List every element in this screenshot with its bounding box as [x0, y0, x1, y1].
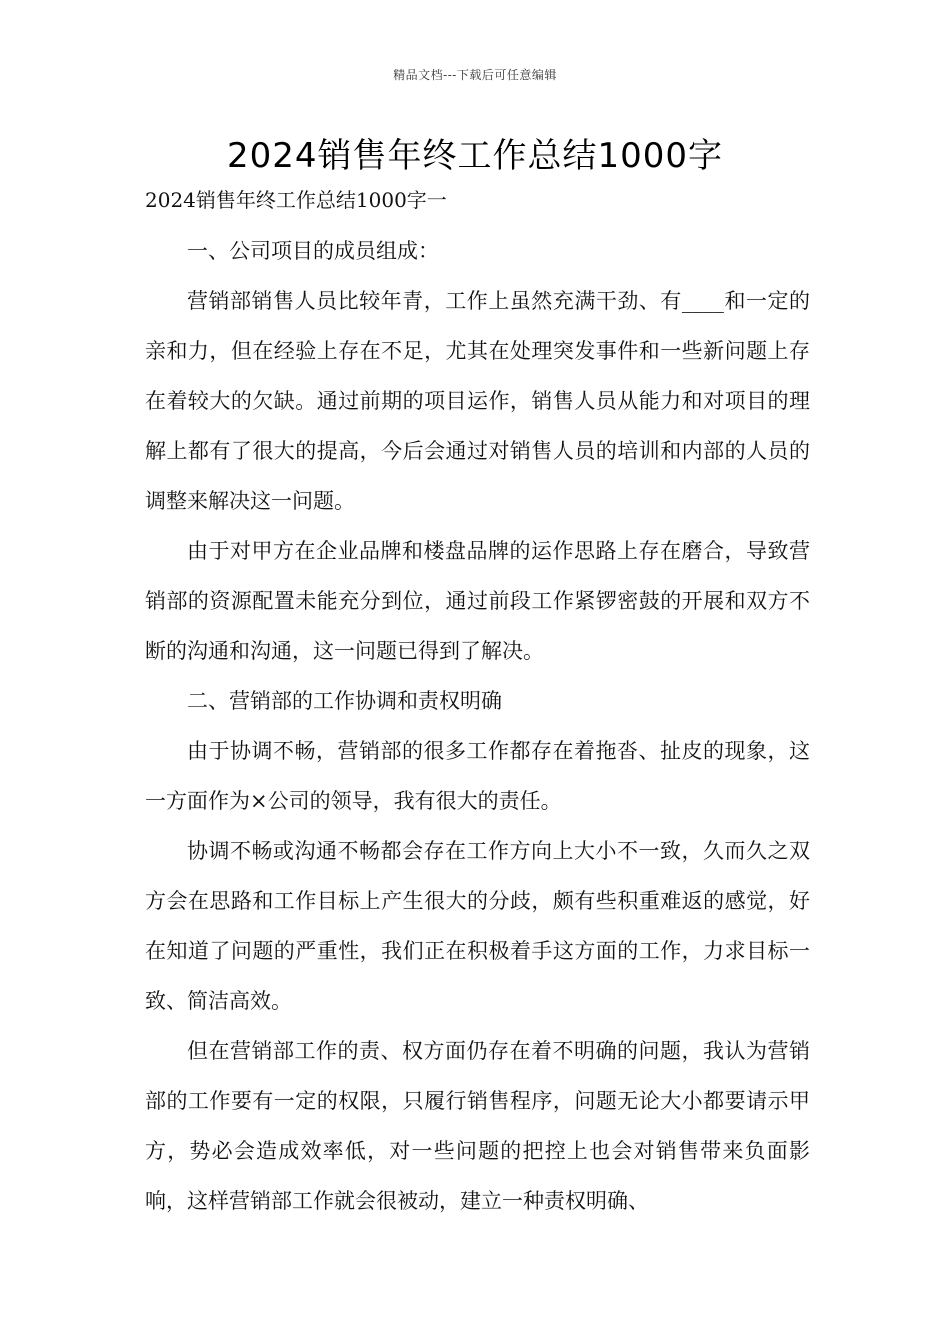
- paragraph: 协调不畅或沟通不畅都会存在工作方向上大小不一致，久而久之双方会在思路和工作目标上产生很大的分歧，颇有些积重难返的感觉，好在知道了问题的严重性，我们正在积极着手这方面的工作，力求目标一致、简洁高效。: [145, 839, 810, 1013]
- paragraph: 营销部销售人员比较年青，工作上虽然充满干劲、有____和一定的亲和力，但在经验上存在不足，尤其在处理突发事件和一些新问题上存在着较大的欠缺。通过前期的项目运作，销售人员从能力和对项目的理解上都有了很大的提高，今后会通过对销售人员的培训和内部的人员的调整来解决这一问题。: [145, 289, 810, 513]
- paragraph: 由于协调不畅，营销部的很多工作都存在着拖沓、扯皮的现象，这一方面作为×公司的领导，我有很大的责任。: [145, 739, 810, 813]
- paragraph: 由于对甲方在企业品牌和楼盘品牌的运作思路上存在磨合，导致营销部的资源配置未能充分到位，通过前段工作紧锣密鼓的开展和双方不断的沟通和沟通，这一问题已得到了解决。: [145, 539, 810, 663]
- header-note: 精品文档---下载后可任意编辑: [393, 68, 557, 82]
- document-subtitle: 2024销售年终工作总结1000字一: [145, 188, 447, 212]
- document-title: 2024销售年终工作总结1000字: [226, 136, 724, 176]
- paragraph: 但在营销部工作的责、权方面仍存在着不明确的问题，我认为营销部的工作要有一定的权限，只履行销售程序，问题无论大小都要请示甲方，势必会造成效率低，对一些问题的把控上也会对销售带来负面影响，这样营销部工作就会很被动，建立一种责权明确、: [145, 1039, 810, 1213]
- document-body: [145, 180, 810, 1226]
- paragraph-section-heading: 一、公司项目的成员组成：: [187, 239, 439, 263]
- paragraph-section-heading: 二、营销部的工作协调和责权明确: [187, 689, 502, 713]
